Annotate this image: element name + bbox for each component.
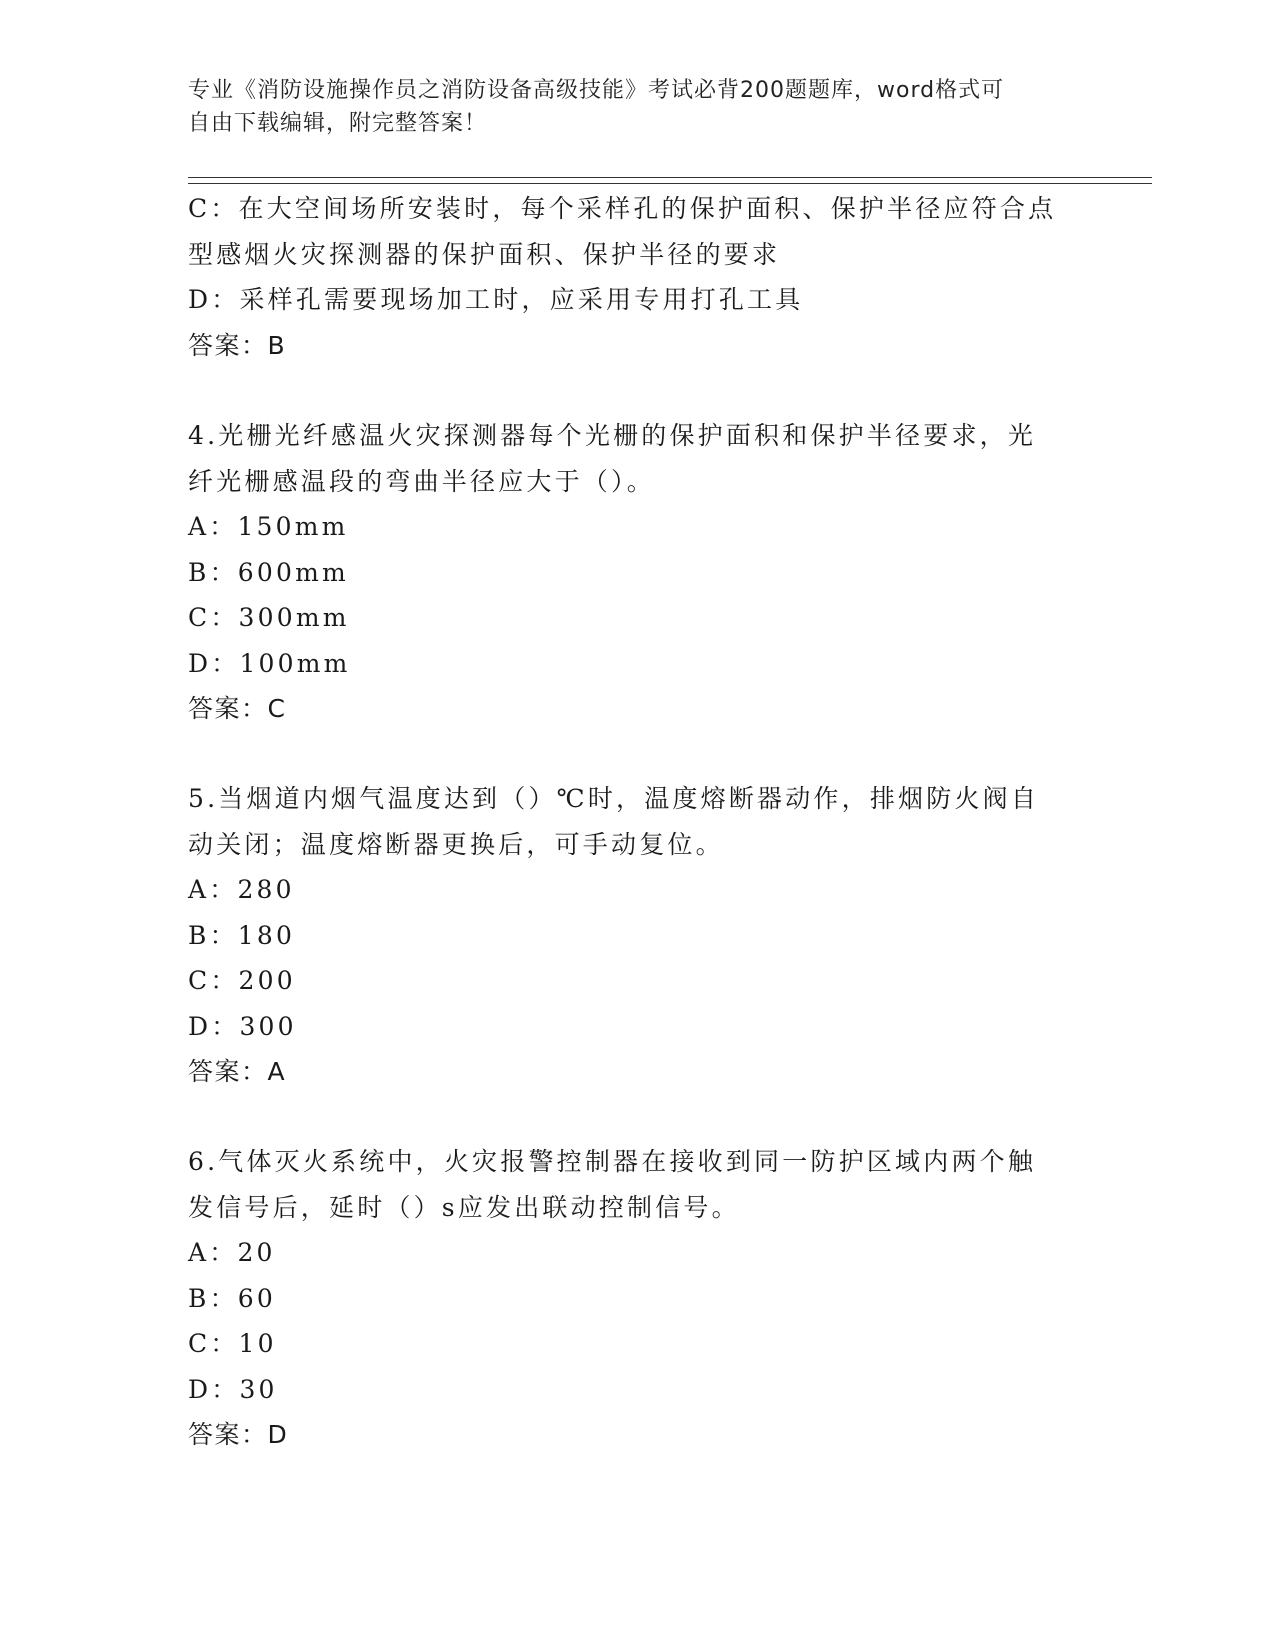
question-3-continued [188,186,1088,368]
question-stem-line-1: 6.气体灭火系统中，火灾报警控制器在接收到同一防护区域内两个触 [188,1147,1037,1176]
option-b: B：60 [188,1283,276,1313]
question-6 [188,1139,1088,1458]
option-d: D：采样孔需要现场加工时，应采用专用打孔工具 [188,285,804,314]
option-c: C：200 [188,966,296,995]
question-stem-line-1: 4.光栅光纤感温火灾探测器每个光栅的保护面积和保护半径要求，光 [188,421,1037,450]
header-title-line-2: 自由下载编辑，附完整答案！ [188,111,488,136]
answer: 答案：B [188,330,287,360]
option-a: A：150mm [188,512,349,541]
question-stem-line-2: 纤光栅感温段的弯曲半径应大于（）。 [188,466,655,496]
option-a: A：280 [188,875,295,904]
document-header [188,74,1068,140]
header-title-line-1: 专业《消防设施操作员之消防设备高级技能》考试必背200题题库，word格式可 [188,78,1005,103]
question-5 [188,776,1088,1095]
option-d: D：300 [188,1011,297,1041]
answer: 答案：C [188,694,287,723]
answer: 答案：D [188,1420,289,1449]
question-stem-line-2: 动关闭；温度熔断器更换后，可手动复位。 [188,829,724,859]
option-d: D：30 [188,1374,278,1404]
option-c-line-1: C：在大空间场所安装时，每个采样孔的保护面积、保护半径应符合点 [188,194,1057,223]
question-4 [188,413,1088,732]
header-divider-bottom [188,183,1152,184]
header-divider-top [188,177,1152,178]
question-stem-line-2: 发信号后，延时（）s应发出联动控制信号。 [188,1192,740,1222]
option-b: B：600mm [188,557,349,587]
option-c-line-2: 型感烟火灾探测器的保护面积、保护半径的要求 [188,239,781,269]
question-stem-line-1: 5.当烟道内烟气温度达到（）℃时，温度熔断器动作，排烟防火阀自 [188,784,1040,813]
option-b: B：180 [188,920,296,950]
option-c: C：300mm [188,603,350,632]
option-c: C：10 [188,1329,277,1358]
option-a: A：20 [188,1238,276,1267]
answer: 答案：A [188,1057,287,1086]
option-d: D：100mm [188,648,351,678]
